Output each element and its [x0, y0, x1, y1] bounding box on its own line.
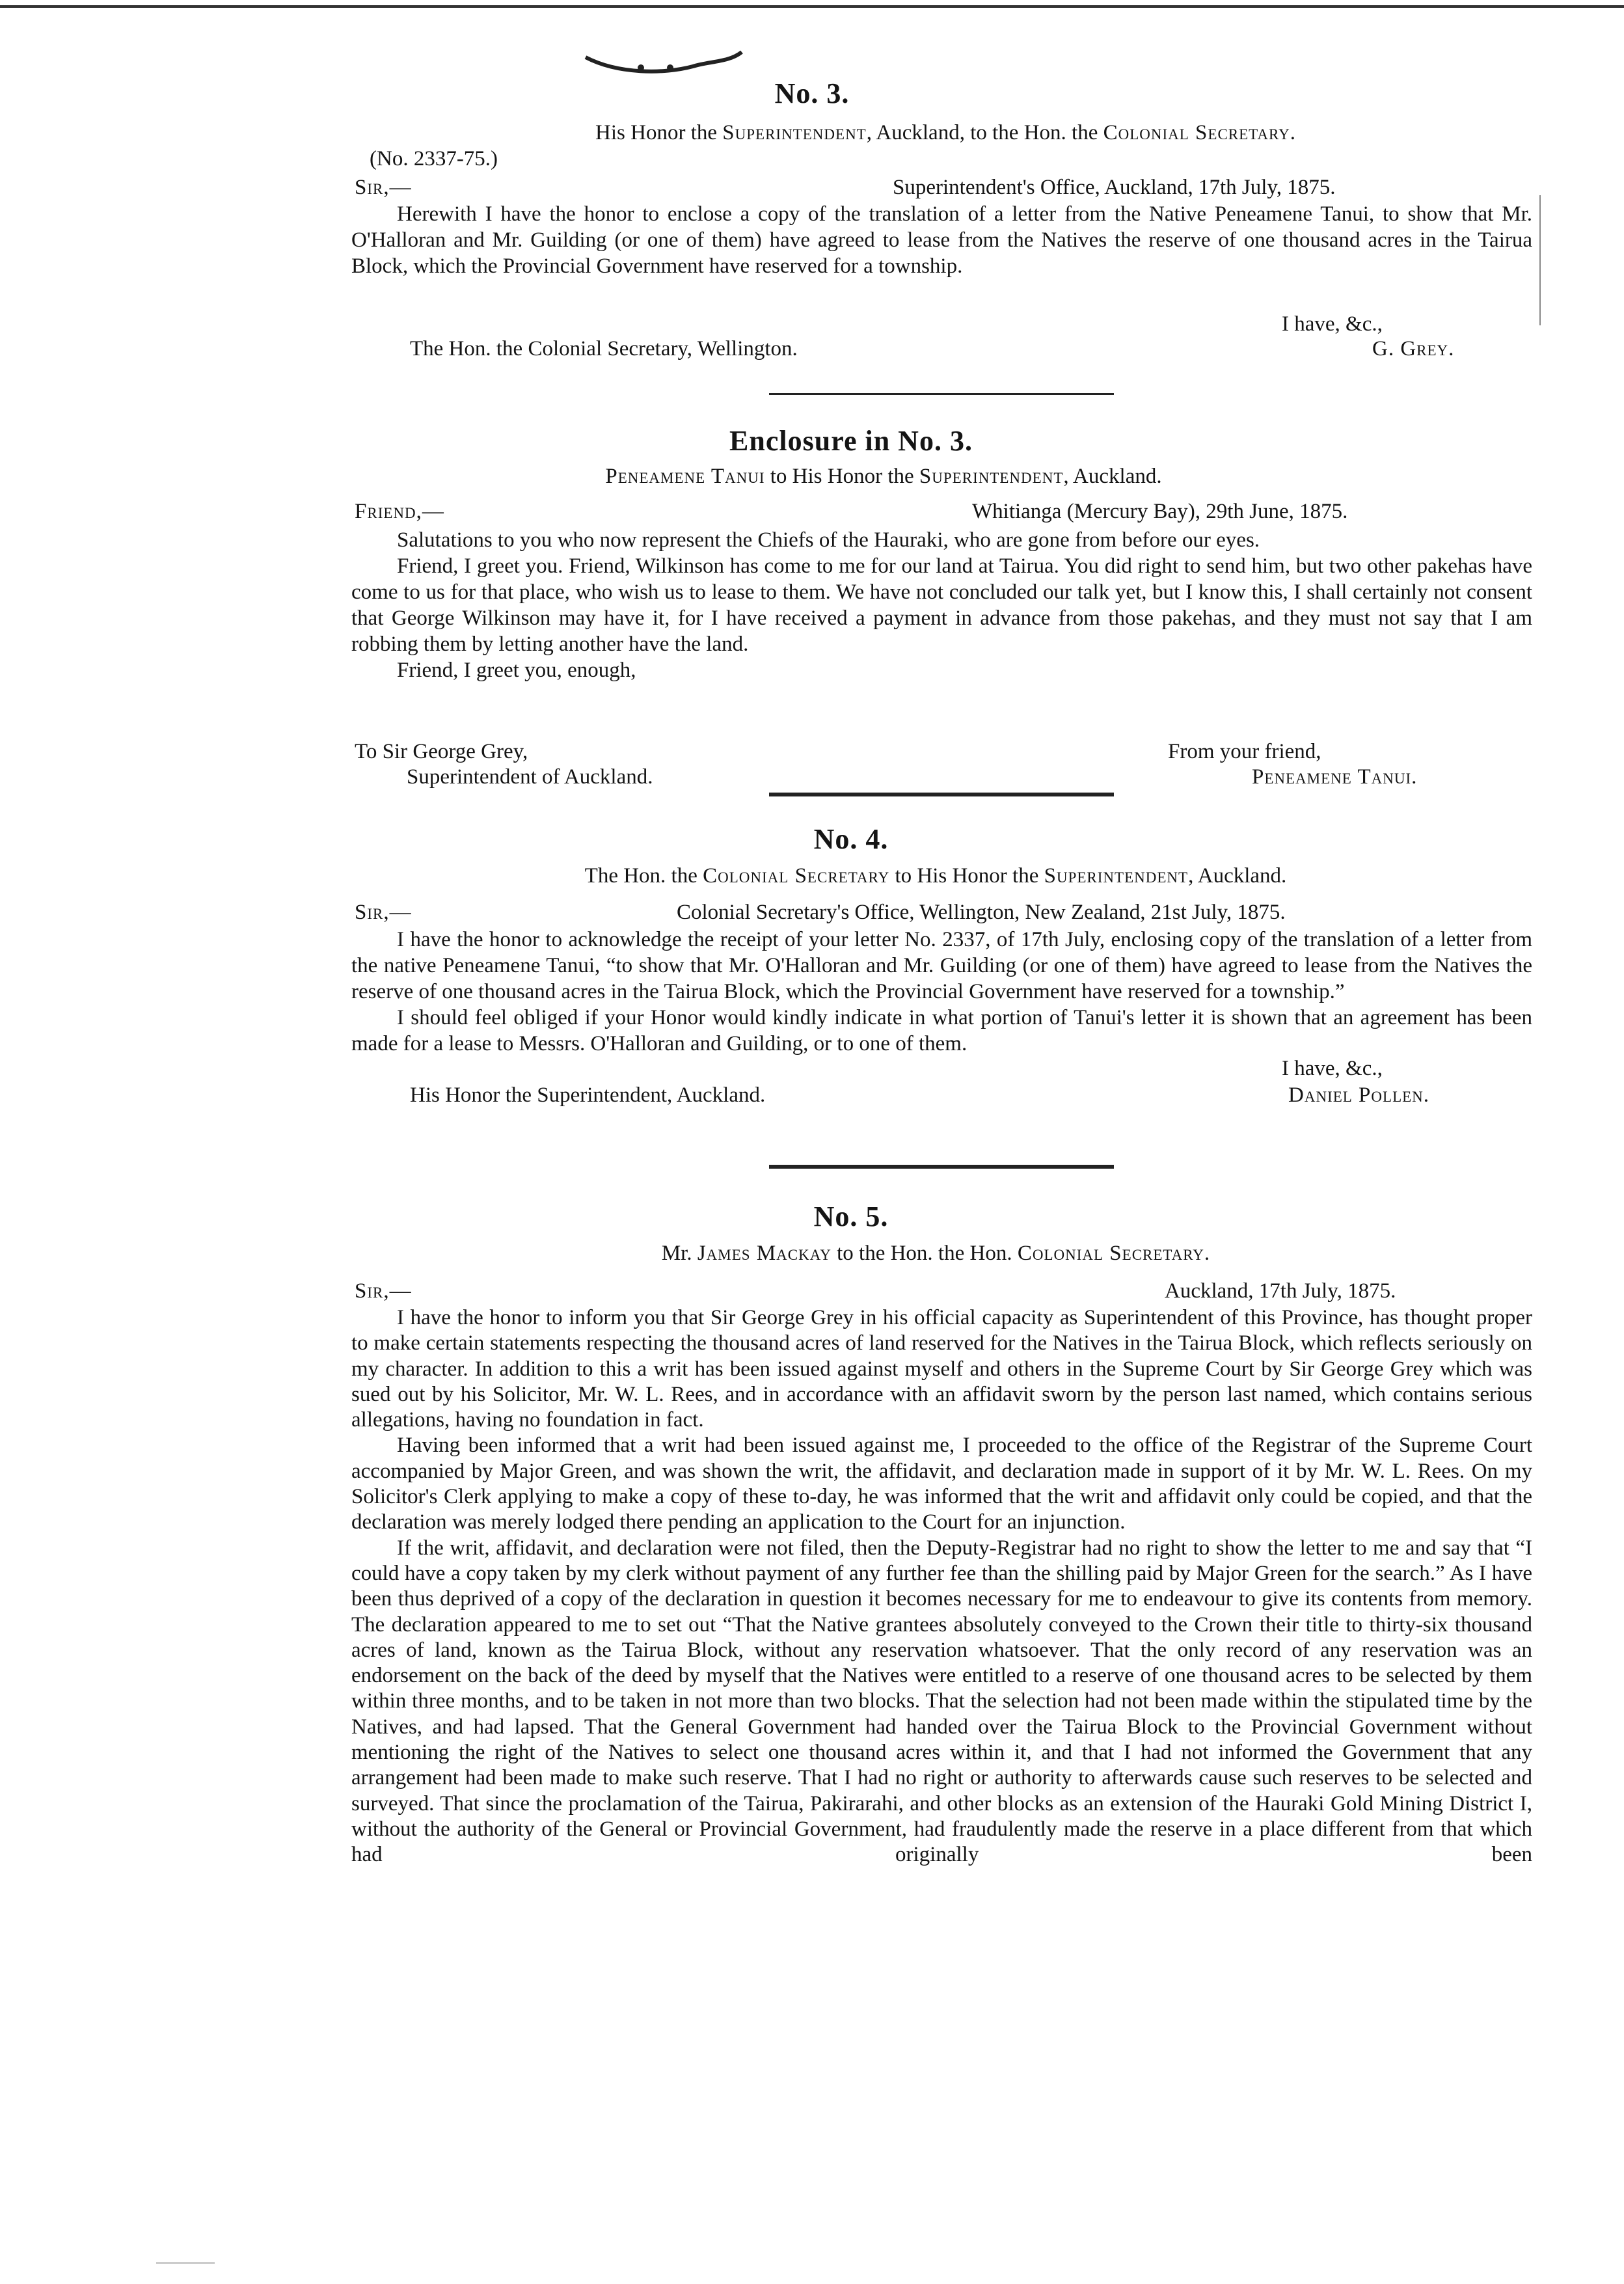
signature: Peneamene Tanui. [1252, 765, 1418, 789]
salutation: Sir,— [355, 176, 412, 199]
section-title: No. 4. [813, 823, 889, 855]
addressee: The Hon. the Colonial Secretary, Wellington. [410, 337, 798, 360]
closing: I have, &c., [1282, 312, 1383, 336]
place-date: Colonial Secretary's Office, Wellington, New Zealand, 21st July, 1875. [677, 901, 1286, 924]
section-divider [769, 1165, 1114, 1169]
paragraph: Salutations to you who now represent the Chiefs of the Hauraki, who are gone from before our eyes. [397, 528, 1260, 552]
heading-title: Peneamene Tanui [605, 465, 765, 488]
place-date: Superintendent's Office, Auckland, 17th July, 1875. [893, 176, 1336, 199]
closing: I have, &c., [1282, 1057, 1383, 1080]
salutation: Sir,— [355, 1279, 412, 1303]
heading-text: His Honor the [595, 121, 723, 144]
heading-title: Superintendent [919, 465, 1064, 488]
heading-text: . [1290, 121, 1295, 144]
heading-text: to the Hon. the Hon. [831, 1242, 1018, 1265]
paragraph: If the writ, affidavit, and declaration were not filed, then the Deputy-Registrar had no right to show the letter to me and say that “I could have a copy taken by my clerk without payment of any further fee than the shilling paid by Major Green for the search.” As I have been thus deprived of a copy of the declaration in question it becomes necessary for me to endeavour to give its contents from memory. The declaration appeared to me to set out “That the Native grantees absolutely conveyed to the Crown their title to thirty-six thousand acres of land, known as the Tairua Block, without any reservation whatsoever. That the only record of any reservation was an endorsement on the back of the deed by myself that the Natives were entitled to a reserve of one thousand acres to be selected by them within three months, and to be taken in not more than two blocks. That the selection had not been made within the stipulated time by the Natives, and had lapsed. That the General Government had handed over the Tairua Block to the Provincial Government without mentioning the right of the Natives to select one thousand acres within it, and that I had not informed the Government that any arrangement had been made to make such reserve. That I had no right or authority to afterwards cause such reserves to be selected and surveyed. That since the proclamation of the Tairua, Pakirarahi, and other blocks as an extension of the Hauraki Gold Mining District I, without the authority of the General or Provincial Government, had fraudulently made the reserve in a place different from that which had originally been [351, 1536, 1532, 1867]
heading-title: Superintendent [722, 121, 867, 144]
section-divider [769, 793, 1114, 796]
place-date: Auckland, 17th July, 1875. [1165, 1279, 1396, 1303]
section-title: No. 5. [813, 1201, 889, 1232]
place-date: Whitianga (Mercury Bay), 29th June, 1875. [972, 500, 1348, 523]
paragraph: Having been informed that a writ had been issued against me, I proceeded to the office of the Registrar of the Supreme Court accompanied by Major Green, and was shown the writ, the affidavit, and declaration made in support of it by Mr. W. L. Rees. On my Solicitor's Clerk applying to make a copy of these to-day, he was informed that the writ and affidavit only could be copied, and that the declaration was merely lodged there pending an application to the Court for an injunction. [351, 1434, 1532, 1534]
page-right-edge [1539, 195, 1541, 325]
heading-title: Superintendent [1044, 864, 1189, 888]
heading-text: . [1204, 1242, 1210, 1265]
heading-text: The Hon. the [584, 864, 703, 888]
heading-title: James Mackay [697, 1242, 832, 1265]
section-heading [133, 121, 1624, 145]
heading-title: Colonial Secretary [1103, 121, 1290, 144]
signature: G. Grey. [1372, 337, 1455, 360]
heading-text: Mr. [661, 1242, 697, 1265]
letter-body [351, 1305, 1532, 1868]
page-top-border [0, 5, 1624, 8]
paragraph: I have the honor to acknowledge the receipt of your letter No. 2337, of 17th July, enclosing copy of the translation of a letter from the native Peneamene Tanui, “to show that Mr. O'Halloran and Mr. Guilding (or one of them) have agreed to lease from the Natives the reserve of one thousand acres in the Tairua Block, which the Provincial Government have reserved for a township.” [351, 928, 1532, 1003]
letter-body [351, 201, 1532, 279]
paragraph: I have the honor to inform you that Sir George Grey in his official capacity as Superintendent of this Province, has thought proper to make certain statements respecting the thousand acres of land reserved for the Natives in the Tairua Block, which reflects seriously on my character. In addition to this a writ has been issued against myself and others in the Supreme Court by Sir George Grey which was sued out by his Solicitor, Mr. W. L. Rees, and in accordance with an affidavit sworn by the person last named, which contains serious allegations, having no foundation in fact. [351, 1306, 1532, 1432]
section-heading [72, 465, 1624, 489]
section-title: No. 3. [774, 77, 850, 109]
page-footer-mark [156, 2262, 215, 2264]
valediction: From your friend, [1168, 740, 1321, 763]
letter-body [351, 927, 1532, 1057]
reference-number: (No. 2337-75.) [370, 147, 498, 170]
paragraph: Herewith I have the honor to enclose a copy of the translation of a letter from the Native Peneamene Tanui, to show that Mr. O'Halloran and Mr. Guilding (or one of them) have agreed to lease from the Natives the reserve of one thousand acres in the Tairua Block, which the Provincial Government have reserved for a township. [351, 202, 1532, 278]
heading-title: Colonial Secretary [703, 864, 890, 888]
paragraph: I should feel obliged if your Honor would kindly indicate in what portion of Tanui's letter it is shown that an agreement has been made for a lease to Messrs. O'Halloran and Guilding, or to one of them. [351, 1006, 1532, 1055]
letter-body [351, 527, 1532, 683]
heading-text: to His Honor the [765, 465, 919, 488]
signature: Daniel Pollen. [1288, 1083, 1430, 1107]
paragraph: Friend, I greet you, enough, [397, 659, 636, 682]
heading-title: Colonial Secretary [1017, 1242, 1204, 1265]
section-divider [769, 393, 1114, 395]
section-heading [124, 1242, 1624, 1266]
recipient-line: Superintendent of Auckland. [407, 765, 653, 789]
heading-text: , Auckland. [1188, 864, 1287, 888]
recipient-line: To Sir George Grey, [355, 740, 528, 763]
salutation: Sir,— [355, 901, 412, 924]
heading-text: to His Honor the [889, 864, 1044, 888]
salutation: Friend,— [355, 500, 444, 523]
section-heading [124, 864, 1624, 888]
heading-text: , Auckland. [1063, 465, 1162, 488]
addressee: His Honor the Superintendent, Auckland. [410, 1083, 766, 1107]
section-title: Enclosure in No. 3. [729, 425, 973, 457]
heading-text: , Auckland, to the Hon. the [866, 121, 1103, 144]
paragraph: Friend, I greet you. Friend, Wilkinson has come to me for our land at Tairua. You did right to send him, but two other pakehas have come to us for that place, who wish us to lease to them. We have not concluded our talk yet, but I know this, I shall certainly not consent that George Wilkinson may have it, for I have received a payment in advance from those pakehas, and they must not say that I am robbing them by letting another have the land. [351, 554, 1532, 656]
